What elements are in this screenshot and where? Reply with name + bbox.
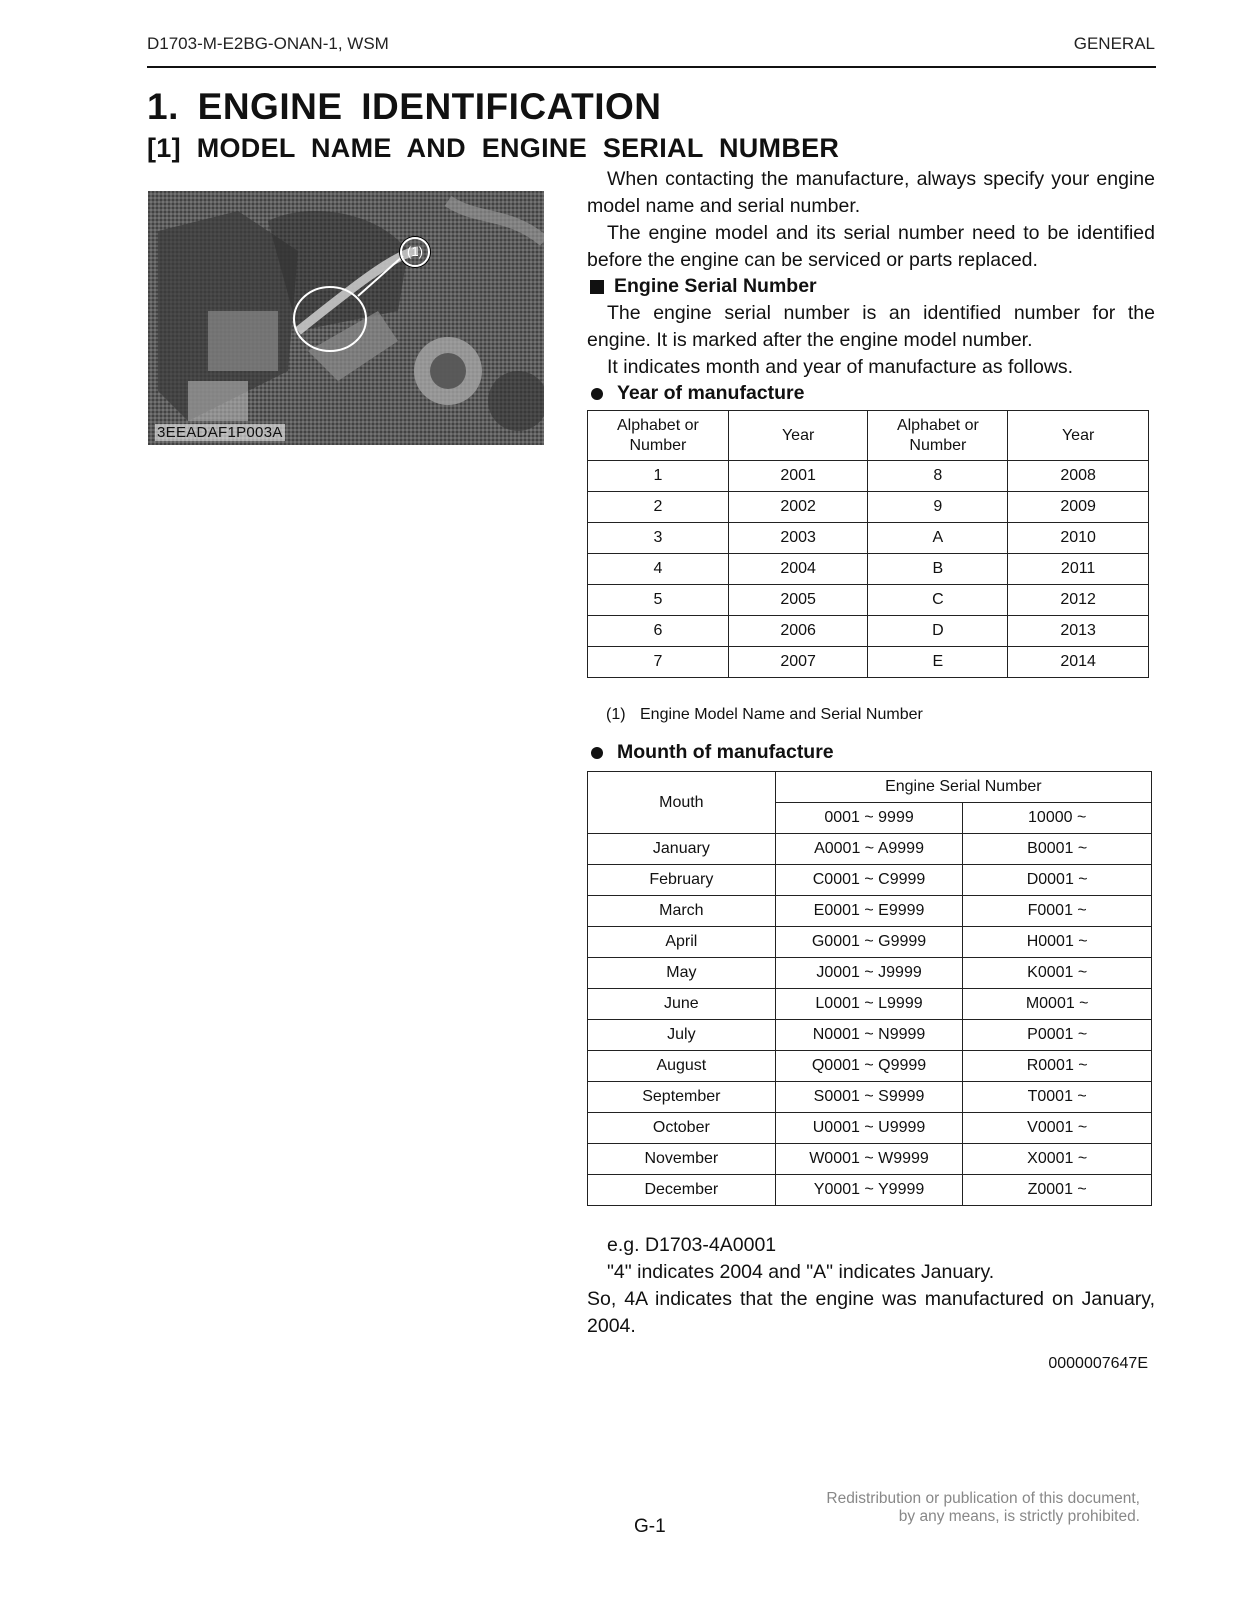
serial-range-cell: G0001 ~ G9999 bbox=[775, 927, 963, 958]
serial-range-cell: L0001 ~ L9999 bbox=[775, 989, 963, 1020]
month-name-cell: March bbox=[588, 896, 776, 927]
example-line-3: So, 4A indicates that the engine was manufactured on January, 2004. bbox=[587, 1288, 1155, 1337]
figure-note-number: (1) bbox=[606, 706, 626, 723]
month-table-row bbox=[588, 896, 1152, 927]
serial-range-cell: N0001 ~ N9999 bbox=[775, 1020, 963, 1051]
month-name-cell: April bbox=[588, 927, 776, 958]
month-table-header-row bbox=[588, 772, 1152, 803]
month-name-cell: January bbox=[588, 834, 776, 865]
year-table-cell: 2010 bbox=[1008, 523, 1149, 554]
serial-range-cell: E0001 ~ E9999 bbox=[775, 896, 963, 927]
year-table-header: Alphabet or Number bbox=[868, 411, 1008, 461]
round-bullet-icon bbox=[591, 747, 603, 759]
month-table-row bbox=[588, 1020, 1152, 1051]
month-table-row bbox=[588, 1175, 1152, 1206]
year-table-cell: 3 bbox=[588, 523, 729, 554]
month-table-row bbox=[588, 1051, 1152, 1082]
serial-range-cell: T0001 ~ bbox=[963, 1082, 1152, 1113]
example-line-2: "4" indicates 2004 and "A" indicates January. bbox=[607, 1261, 995, 1283]
paragraph-4: It indicates month and year of manufacture as follows. bbox=[607, 356, 1074, 378]
year-table-cell: E bbox=[868, 647, 1008, 678]
month-name-cell: July bbox=[588, 1020, 776, 1051]
paragraph-1: When contacting the manufacture, always specify your engine model name and serial number. bbox=[587, 168, 1155, 217]
serial-range-cell: W0001 ~ W9999 bbox=[775, 1144, 963, 1175]
year-table-header: Alphabet or Number bbox=[588, 411, 729, 461]
year-table-cell: 2002 bbox=[728, 492, 868, 523]
year-table-row bbox=[588, 616, 1149, 647]
year-table-cell: 2009 bbox=[1008, 492, 1149, 523]
engine-illustration bbox=[148, 191, 544, 445]
year-table-cell: 2005 bbox=[728, 585, 868, 616]
month-heading-text: Mounth of manufacture bbox=[617, 741, 834, 763]
year-table-cell: 1 bbox=[588, 461, 729, 492]
serial-range-header-2: 10000 ~ bbox=[963, 803, 1152, 834]
month-name-cell: June bbox=[588, 989, 776, 1020]
month-table-row bbox=[588, 865, 1152, 896]
serial-range-cell: R0001 ~ bbox=[963, 1051, 1152, 1082]
serial-group-header: Engine Serial Number bbox=[775, 772, 1151, 803]
year-table-cell: 2011 bbox=[1008, 554, 1149, 585]
serial-number-heading-text: Engine Serial Number bbox=[614, 275, 817, 297]
month-table-row bbox=[588, 1113, 1152, 1144]
year-table-cell: 2004 bbox=[728, 554, 868, 585]
notice-line-2: by any means, is strictly prohibited. bbox=[898, 1508, 1140, 1525]
year-table-cell: B bbox=[868, 554, 1008, 585]
serial-range-cell: A0001 ~ A9999 bbox=[775, 834, 963, 865]
example-line-1: e.g. D1703-4A0001 bbox=[607, 1234, 777, 1256]
serial-range-cell: B0001 ~ bbox=[963, 834, 1152, 865]
serial-range-cell: D0001 ~ bbox=[963, 865, 1152, 896]
year-heading bbox=[587, 380, 1155, 407]
year-table-cell: 8 bbox=[868, 461, 1008, 492]
year-table-cell: 7 bbox=[588, 647, 729, 678]
month-name-cell: December bbox=[588, 1175, 776, 1206]
month-table bbox=[587, 771, 1152, 1206]
year-table-header: Year bbox=[1008, 411, 1149, 461]
serial-range-cell: M0001 ~ bbox=[963, 989, 1152, 1020]
serial-range-cell: P0001 ~ bbox=[963, 1020, 1152, 1051]
year-table bbox=[587, 410, 1149, 678]
year-table-cell: 2014 bbox=[1008, 647, 1149, 678]
year-table-cell: 2006 bbox=[728, 616, 868, 647]
serial-range-cell: H0001 ~ bbox=[963, 927, 1152, 958]
redistribution-notice bbox=[826, 1490, 1140, 1526]
month-name-cell: October bbox=[588, 1113, 776, 1144]
year-table-cell: 4 bbox=[588, 554, 729, 585]
figure-id: 3EEADAF1P003A bbox=[157, 424, 283, 441]
month-table-row bbox=[588, 834, 1152, 865]
month-col-header: Mouth bbox=[588, 772, 776, 834]
section-name: GENERAL bbox=[1073, 34, 1155, 53]
serial-number-heading bbox=[587, 273, 1155, 300]
paragraph-2: The engine model and its serial number need to be identified before the engine can be serviced or parts replaced. bbox=[587, 222, 1155, 271]
month-table-row bbox=[588, 1082, 1152, 1113]
serial-range-cell: X0001 ~ bbox=[963, 1144, 1152, 1175]
year-table-header-row bbox=[588, 411, 1149, 461]
serial-range-cell: J0001 ~ J9999 bbox=[775, 958, 963, 989]
month-name-cell: August bbox=[588, 1051, 776, 1082]
serial-range-cell: C0001 ~ C9999 bbox=[775, 865, 963, 896]
year-table-cell: 2007 bbox=[728, 647, 868, 678]
page-number: G-1 bbox=[634, 1516, 666, 1537]
year-table-cell: 5 bbox=[588, 585, 729, 616]
header-rule bbox=[147, 66, 1156, 68]
month-name-cell: September bbox=[588, 1082, 776, 1113]
year-table-cell: 2001 bbox=[728, 461, 868, 492]
year-table-row bbox=[588, 585, 1149, 616]
year-table-cell: A bbox=[868, 523, 1008, 554]
chapter-title: 1. ENGINE IDENTIFICATION bbox=[147, 86, 662, 127]
serial-range-cell: Y0001 ~ Y9999 bbox=[775, 1175, 963, 1206]
year-table-cell: 2012 bbox=[1008, 585, 1149, 616]
serial-range-cell: U0001 ~ U9999 bbox=[775, 1113, 963, 1144]
month-table-row bbox=[588, 958, 1152, 989]
figure-note bbox=[606, 706, 923, 724]
figure-note-text: Engine Model Name and Serial Number bbox=[640, 706, 923, 723]
serial-range-header-1: 0001 ~ 9999 bbox=[775, 803, 963, 834]
month-name-cell: May bbox=[588, 958, 776, 989]
paragraph-3: The engine serial number is an identified number for the engine. It is marked after the engine model number. bbox=[587, 302, 1155, 351]
month-table-row bbox=[588, 989, 1152, 1020]
year-table-cell: D bbox=[868, 616, 1008, 647]
serial-range-cell: Z0001 ~ bbox=[963, 1175, 1152, 1206]
year-table-row bbox=[588, 492, 1149, 523]
serial-range-cell: K0001 ~ bbox=[963, 958, 1152, 989]
month-table-row bbox=[588, 1144, 1152, 1175]
year-table-cell: 9 bbox=[868, 492, 1008, 523]
month-table-row bbox=[588, 927, 1152, 958]
month-name-cell: November bbox=[588, 1144, 776, 1175]
round-bullet-icon bbox=[591, 388, 603, 400]
year-table-cell: 2003 bbox=[728, 523, 868, 554]
year-heading-text: Year of manufacture bbox=[617, 382, 805, 404]
serial-range-cell: V0001 ~ bbox=[963, 1113, 1152, 1144]
serial-range-cell: Q0001 ~ Q9999 bbox=[775, 1051, 963, 1082]
year-table-header: Year bbox=[728, 411, 868, 461]
section-title: [1] MODEL NAME AND ENGINE SERIAL NUMBER bbox=[147, 133, 840, 163]
year-table-cell: 2 bbox=[588, 492, 729, 523]
year-table-row bbox=[588, 461, 1149, 492]
callout-1-marker: (1) bbox=[400, 237, 430, 267]
serial-range-cell: S0001 ~ S9999 bbox=[775, 1082, 963, 1113]
year-table-row bbox=[588, 554, 1149, 585]
serial-range-cell: F0001 ~ bbox=[963, 896, 1152, 927]
month-name-cell: February bbox=[588, 865, 776, 896]
year-table-row bbox=[588, 523, 1149, 554]
year-table-cell: 2013 bbox=[1008, 616, 1149, 647]
year-table-cell: C bbox=[868, 585, 1008, 616]
square-bullet-icon bbox=[590, 280, 604, 294]
year-table-row bbox=[588, 647, 1149, 678]
year-table-cell: 6 bbox=[588, 616, 729, 647]
year-table-cell: 2008 bbox=[1008, 461, 1149, 492]
month-heading bbox=[587, 739, 1155, 766]
notice-line-1: Redistribution or publication of this document, bbox=[826, 1490, 1140, 1507]
document-code: 0000007647E bbox=[1048, 1355, 1148, 1372]
doc-id: D1703-M-E2BG-ONAN-1, WSM bbox=[147, 34, 389, 53]
engine-photo bbox=[148, 191, 544, 445]
